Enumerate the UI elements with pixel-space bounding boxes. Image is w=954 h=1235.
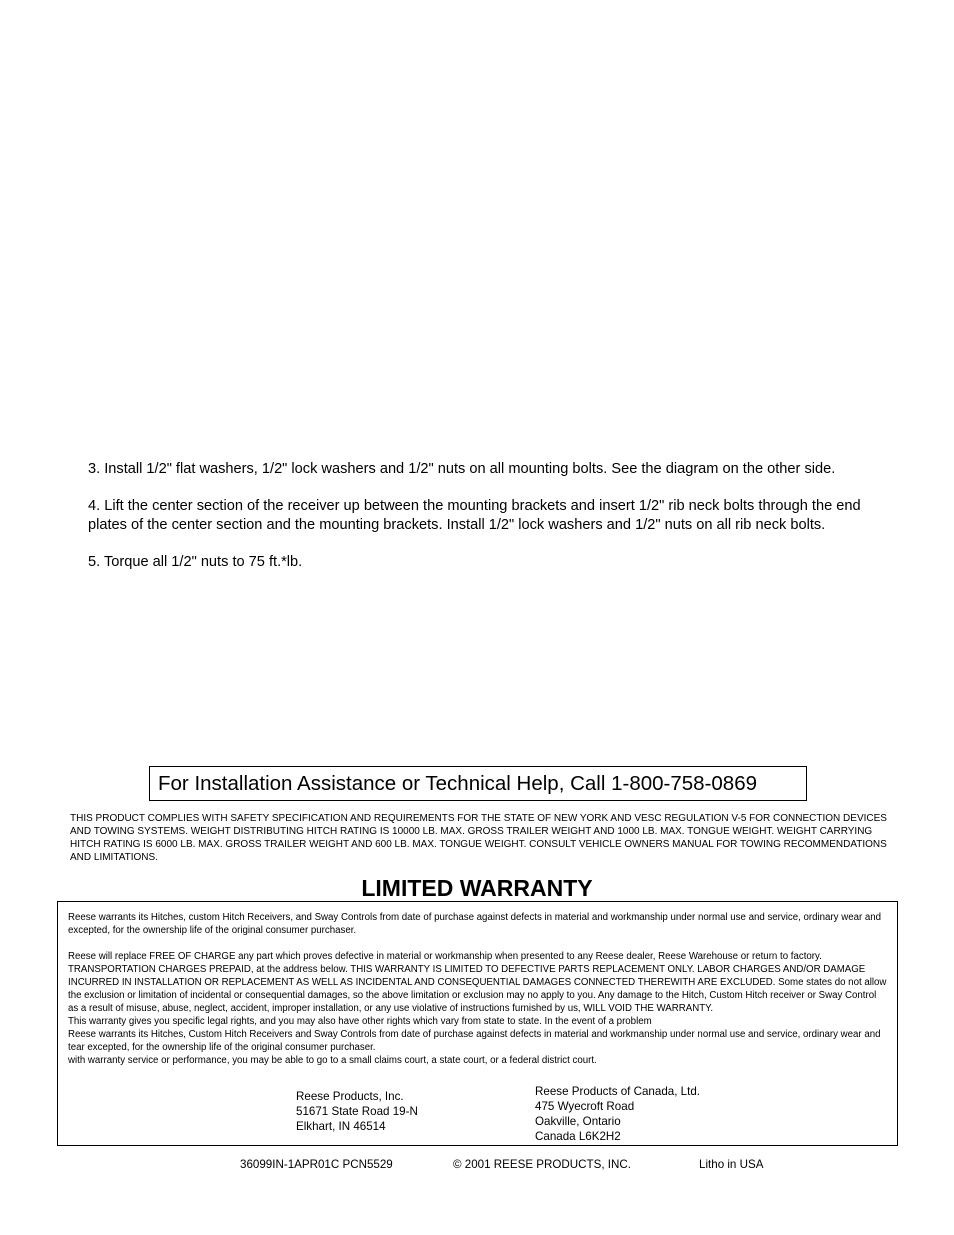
footer-litho: Litho in USA — [699, 1158, 764, 1171]
step-4: 4. Lift the center section of the receiver up between the mounting brackets and insert 1/2" rib neck bolts through the end plates of the center section and the mounting brackets. Install 1/2" lock washers and 1/2" nuts on all rib neck bolts. — [88, 498, 861, 533]
warranty-paragraph-4: Reese warrants its Hitches, Custom Hitch Receivers and Sway Controls from date of purchase against defects in material and workmanship under normal use and service, ordinary wear and tear excepted, for the ownership life of the original consumer purchaser. — [68, 1029, 881, 1053]
address-us-line: Reese Products, Inc. — [296, 1090, 404, 1103]
installation-steps — [88, 460, 888, 590]
address-canada-line: Canada L6K2H2 — [535, 1130, 621, 1143]
warranty-paragraph-1: Reese warrants its Hitches, custom Hitch Receivers, and Sway Controls from date of purchase against defects in material and workmanship under normal use and service, ordinary wear and excepted, for the ownership life of the original consumer purchaser. — [68, 912, 882, 936]
compliance-statement: THIS PRODUCT COMPLIES WITH SAFETY SPECIFICATION AND REQUIREMENTS FOR THE STATE OF NEW YORK AND VESC REGULATION V-5 FOR CONNECTION DEVICES AND TOWING SYSTEMS. WEIGHT DISTRIBUTING HITCH RATING IS 10000 LB. MAX. GROSS TRAILER WEIGHT AND 1000 LB. MAX. TONGUE WEIGHT. WEIGHT CARRYING HITCH RATING IS 6000 LB. MAX. GROSS TRAILER WEIGHT AND 600 LB. MAX. TONGUE WEIGHT. CONSULT VEHICLE OWNERS MANUAL FOR TOWING RECOMMENDATIONS AND LIMITATIONS. — [70, 813, 887, 863]
address-us-line: Elkhart, IN 46514 — [296, 1120, 386, 1133]
warranty-title: LIMITED WARRANTY — [361, 875, 593, 901]
address-us — [296, 1089, 418, 1134]
warranty-text — [68, 911, 888, 1067]
address-canada-line: 475 Wyecroft Road — [535, 1100, 635, 1113]
warranty-paragraph-2: Reese will replace FREE OF CHARGE any part which proves defective in material or workmanship when presented to any Reese dealer, Reese Warehouse or return to factory. TRANSPORTATION CHARGES PREPAID, at the address below. THIS WARRANTY IS LIMITED TO DEFECTIVE PARTS REPLACEMENT ONLY. LABOR CHARGES AND/OR DAMAGE INCURRED IN INSTALLATION OR REPLACEMENT AS WELL AS INCIDENTAL AND CONSEQUENTIAL DAMAGES CONNECTED THEREWITH ARE EXCLUDED. Some states do not allow the exclusion or limitation of incidental or consequential damages, so the above limitation or exclusion may no apply to you. Any damage to the Hitch, Custom Hitch receiver or Sway Control as a result of misuse, abuse, neglect, accident, improper installation, or any use violative of instructions furnished by us, WILL VOID THE WARRANTY. — [68, 951, 887, 1014]
warranty-paragraph-5: with warranty service or performance, you may be able to go to a small claims court, a state court, or a federal district court. — [68, 1055, 597, 1066]
step-3: 3. Install 1/2" flat washers, 1/2" lock washers and 1/2" nuts on all mounting bolts. See the diagram on the other side. — [88, 461, 836, 477]
warranty-paragraph-3: This warranty gives you specific legal rights, and you may also have other rights which vary from state to state. In the event of a problem — [68, 1016, 652, 1027]
warranty-box — [57, 901, 898, 1146]
step-5: 5. Torque all 1/2" nuts to 75 ft.*lb. — [88, 554, 303, 570]
help-phone-box: For Installation Assistance or Technical Help, Call 1-800-758-0869 — [149, 766, 807, 801]
footer-part-code: 36099IN-1APR01C PCN5529 — [240, 1158, 393, 1171]
address-us-line: 51671 State Road 19-N — [296, 1105, 418, 1118]
address-canada — [535, 1084, 700, 1144]
footer-copyright: © 2001 REESE PRODUCTS, INC. — [453, 1158, 631, 1171]
address-canada-line: Reese Products of Canada, Ltd. — [535, 1085, 700, 1098]
address-canada-line: Oakville, Ontario — [535, 1115, 621, 1128]
